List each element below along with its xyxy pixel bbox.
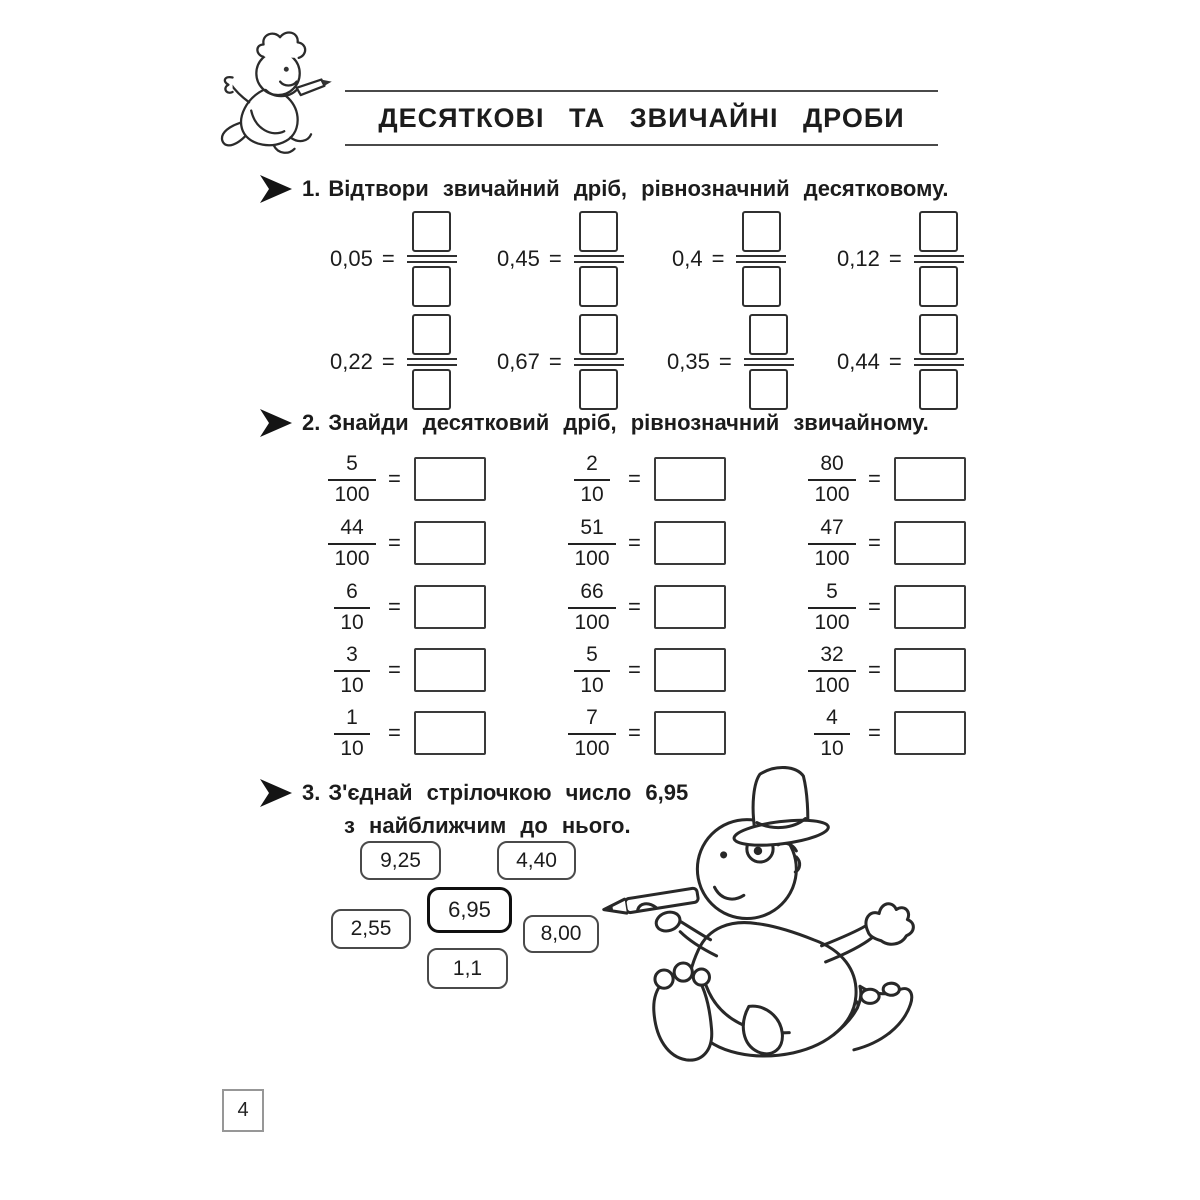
numerator: 5 — [586, 642, 598, 666]
common-fraction — [806, 643, 858, 697]
fraction-item — [806, 450, 966, 508]
equals-sign: = — [888, 349, 902, 374]
decimal-answer-box — [654, 711, 726, 755]
denominator: 10 — [574, 670, 609, 698]
fraction-bar — [744, 358, 794, 366]
denominator: 100 — [328, 479, 375, 507]
denominator: 100 — [808, 607, 855, 635]
numerator-box — [579, 314, 618, 355]
fraction-item — [566, 578, 726, 636]
fraction-item — [566, 450, 726, 508]
denominator: 100 — [568, 543, 615, 571]
decimal-value: 0,12 — [837, 246, 880, 271]
decimal-item — [837, 212, 964, 306]
equals-sign: = — [711, 246, 725, 271]
decimal-answer-box — [414, 585, 486, 629]
numerator-box — [412, 314, 451, 355]
fraction-item — [806, 514, 966, 572]
denominator: 100 — [568, 733, 615, 761]
numerator: 2 — [586, 451, 598, 475]
fraction-bar — [914, 358, 964, 366]
common-fraction — [566, 706, 618, 760]
equals-sign: = — [381, 349, 395, 374]
decimal-answer-box — [414, 457, 486, 501]
decimal-value: 0,67 — [497, 349, 540, 374]
denominator: 10 — [814, 733, 849, 761]
equals-sign: = — [388, 657, 401, 682]
chip-4-40: 4,40 — [497, 841, 576, 880]
task1-heading — [302, 176, 948, 202]
common-fraction — [326, 706, 378, 760]
numerator: 5 — [346, 451, 358, 475]
fraction-bar — [574, 358, 624, 366]
dino-mascot-icon — [595, 760, 929, 1068]
fraction-item — [806, 578, 966, 636]
numerator-box — [579, 211, 618, 252]
task3-heading-line2 — [344, 813, 631, 839]
denominator-box — [919, 369, 958, 410]
denominator-box — [579, 369, 618, 410]
common-fraction — [806, 516, 858, 570]
equals-sign: = — [388, 530, 401, 555]
denominator-box — [749, 369, 788, 410]
numerator-box — [412, 211, 451, 252]
task3-instruction-line2: з найближчим до нього. — [344, 813, 631, 838]
dino-logo-icon — [220, 30, 334, 156]
chip-6-95-center: 6,95 — [427, 887, 512, 933]
fraction-item — [326, 641, 486, 699]
equals-sign: = — [388, 466, 401, 491]
decimal-value: 0,22 — [330, 349, 373, 374]
common-fraction — [806, 706, 858, 760]
task2-arrow-icon — [258, 408, 294, 438]
fraction-answer-boxes — [407, 314, 457, 410]
decimal-value: 0,44 — [837, 349, 880, 374]
task1-number: 1. — [302, 176, 321, 201]
common-fraction — [806, 580, 858, 634]
equals-sign: = — [388, 594, 401, 619]
chip-8-00: 8,00 — [523, 915, 599, 953]
task1-instruction: Відтвори звичайний дріб, рівнозначний десятковому. — [328, 176, 949, 201]
denominator: 100 — [808, 670, 855, 698]
equals-sign: = — [868, 466, 881, 491]
denominator-box — [412, 266, 451, 307]
equals-sign: = — [888, 246, 902, 271]
fraction-bar — [736, 255, 786, 263]
decimal-value: 0,4 — [672, 246, 703, 271]
numerator: 7 — [586, 705, 598, 729]
decimal-item — [672, 212, 786, 306]
equals-sign: = — [628, 530, 641, 555]
common-fraction — [566, 452, 618, 506]
numerator: 51 — [580, 515, 604, 539]
equals-sign: = — [548, 349, 562, 374]
numerator-box — [919, 314, 958, 355]
numerator: 32 — [820, 642, 844, 666]
fraction-item — [326, 578, 486, 636]
decimal-answer-box — [654, 648, 726, 692]
common-fraction — [806, 452, 858, 506]
fraction-item — [806, 704, 966, 762]
denominator-box — [579, 266, 618, 307]
fraction-answer-boxes — [914, 211, 964, 307]
page-number: 4 — [222, 1089, 264, 1132]
fraction-answer-boxes — [407, 211, 457, 307]
fraction-bar — [574, 255, 624, 263]
numerator-box — [742, 211, 781, 252]
decimal-item — [837, 315, 964, 409]
denominator: 10 — [574, 479, 609, 507]
fraction-item — [326, 514, 486, 572]
fraction-item — [566, 704, 726, 762]
task3-instruction-line1: З'єднай стрілочкою число 6,95 — [328, 780, 689, 805]
denominator: 100 — [568, 607, 615, 635]
numerator: 3 — [346, 642, 358, 666]
numerator: 1 — [346, 705, 358, 729]
numerator-box — [749, 314, 788, 355]
fraction-answer-boxes — [736, 211, 786, 307]
common-fraction — [326, 643, 378, 697]
denominator: 100 — [808, 479, 855, 507]
decimal-answer-box — [894, 521, 966, 565]
equals-sign: = — [868, 657, 881, 682]
fraction-answer-boxes — [744, 314, 794, 410]
page-title: ДЕСЯТКОВІ ТА ЗВИЧАЙНІ ДРОБИ — [345, 90, 938, 146]
decimal-answer-box — [894, 585, 966, 629]
denominator: 100 — [328, 543, 375, 571]
decimal-item — [497, 315, 624, 409]
decimal-answer-box — [894, 711, 966, 755]
denominator: 10 — [334, 607, 369, 635]
decimal-item — [330, 315, 457, 409]
equals-sign: = — [718, 349, 732, 374]
decimal-answer-box — [414, 521, 486, 565]
decimal-item — [497, 212, 624, 306]
denominator-box — [412, 369, 451, 410]
decimal-answer-box — [654, 585, 726, 629]
numerator: 4 — [826, 705, 838, 729]
fraction-item — [566, 641, 726, 699]
decimal-answer-box — [654, 521, 726, 565]
task3-arrow-icon — [258, 778, 294, 808]
denominator: 100 — [808, 543, 855, 571]
equals-sign: = — [628, 466, 641, 491]
fraction-answer-boxes — [574, 211, 624, 307]
decimal-value: 0,35 — [667, 349, 710, 374]
numerator-box — [919, 211, 958, 252]
decimal-value: 0,45 — [497, 246, 540, 271]
numerator: 80 — [820, 451, 844, 475]
common-fraction — [566, 516, 618, 570]
numerator: 44 — [340, 515, 364, 539]
task1-arrow-icon — [258, 174, 294, 204]
decimal-item — [330, 212, 457, 306]
fraction-answer-boxes — [914, 314, 964, 410]
decimal-answer-box — [894, 457, 966, 501]
denominator: 10 — [334, 670, 369, 698]
equals-sign: = — [388, 720, 401, 745]
fraction-item — [566, 514, 726, 572]
decimal-item — [667, 315, 794, 409]
decimal-value: 0,05 — [330, 246, 373, 271]
task3-number: 3. — [302, 780, 321, 805]
task2-heading — [302, 410, 929, 436]
fraction-item — [326, 450, 486, 508]
decimal-answer-box — [414, 648, 486, 692]
denominator: 10 — [334, 733, 369, 761]
numerator: 5 — [826, 579, 838, 603]
fraction-bar — [407, 358, 457, 366]
common-fraction — [566, 580, 618, 634]
decimal-answer-box — [414, 711, 486, 755]
denominator-box — [742, 266, 781, 307]
fraction-item — [326, 704, 486, 762]
equals-sign: = — [548, 246, 562, 271]
fraction-bar — [407, 255, 457, 263]
fraction-answer-boxes — [574, 314, 624, 410]
equals-sign: = — [381, 246, 395, 271]
equals-sign: = — [868, 594, 881, 619]
denominator-box — [919, 266, 958, 307]
equals-sign: = — [628, 720, 641, 745]
task2-number: 2. — [302, 410, 321, 435]
common-fraction — [326, 452, 378, 506]
common-fraction — [566, 643, 618, 697]
equals-sign: = — [868, 530, 881, 555]
numerator: 47 — [820, 515, 844, 539]
numerator: 66 — [580, 579, 604, 603]
decimal-answer-box — [894, 648, 966, 692]
task2-instruction: Знайди десятковий дріб, рівнозначний звичайному. — [328, 410, 929, 435]
chip-9-25: 9,25 — [360, 841, 441, 880]
chip-2-55: 2,55 — [331, 909, 411, 949]
equals-sign: = — [868, 720, 881, 745]
equals-sign: = — [628, 594, 641, 619]
decimal-answer-box — [654, 457, 726, 501]
equals-sign: = — [628, 657, 641, 682]
numerator: 6 — [346, 579, 358, 603]
common-fraction — [326, 516, 378, 570]
chip-1-1: 1,1 — [427, 948, 508, 989]
fraction-bar — [914, 255, 964, 263]
common-fraction — [326, 580, 378, 634]
fraction-item — [806, 641, 966, 699]
